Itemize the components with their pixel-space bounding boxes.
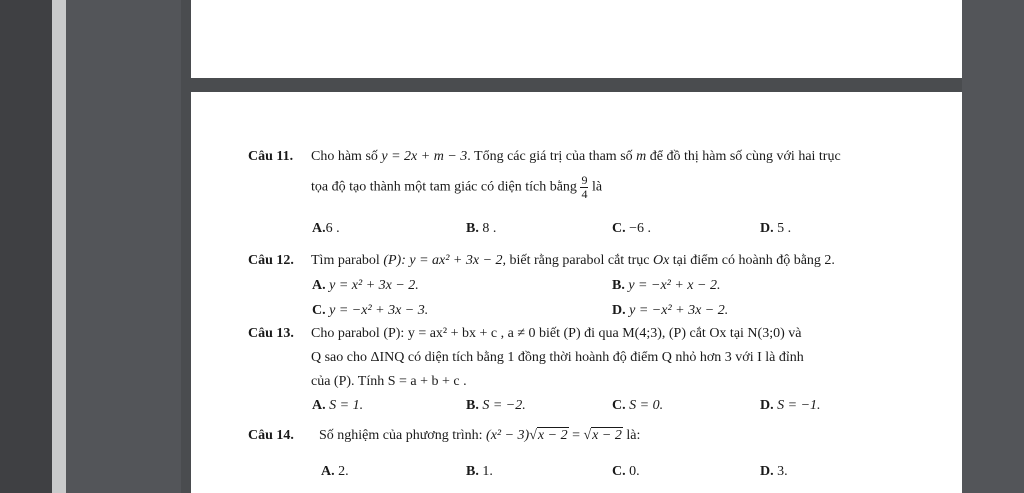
text: tại điểm có hoành độ bằng 2.	[672, 253, 835, 268]
option-letter: B.	[612, 278, 625, 293]
option-text: 2.	[338, 464, 349, 479]
question-12	[248, 253, 294, 269]
viewer-background-left	[66, 0, 181, 493]
fraction-numerator: 9	[581, 173, 588, 187]
option-letter: C.	[612, 221, 626, 236]
option-letter: D.	[612, 303, 626, 318]
question-label: Câu 14.	[248, 428, 294, 443]
question-12-line-1	[311, 253, 835, 269]
sqrt-symbol: √	[529, 428, 537, 443]
question-11-line-2	[311, 174, 602, 201]
option-letter: A.	[312, 278, 326, 293]
option-a	[312, 398, 363, 414]
question-label: Câu 12.	[248, 253, 294, 268]
option-text: 1.	[482, 464, 493, 479]
option-c	[612, 398, 663, 414]
option-c	[612, 221, 651, 237]
page-gap	[191, 78, 962, 92]
option-text: 5 .	[777, 221, 792, 236]
option-letter: C.	[612, 464, 626, 479]
option-letter: C.	[312, 303, 326, 318]
option-b	[466, 221, 496, 237]
option-letter: A.	[312, 221, 326, 236]
option-text: S = −2.	[482, 398, 526, 413]
text: là	[591, 179, 603, 195]
question-label: Câu 11.	[248, 149, 294, 164]
option-d	[760, 464, 788, 480]
option-text: 3.	[777, 464, 788, 479]
text: Tìm parabol	[311, 253, 380, 268]
text: Cho hàm số	[311, 149, 378, 164]
viewer-left-panel	[0, 0, 52, 493]
option-text: S = −1.	[777, 398, 821, 413]
option-letter: B.	[466, 464, 479, 479]
option-text: 0.	[629, 464, 640, 479]
text: biết rằng parabol cắt trục	[509, 253, 650, 268]
viewer-background-right	[962, 0, 1024, 493]
math-function: (P): y = ax² + 3x − 2,	[383, 253, 507, 268]
document-page	[191, 92, 962, 493]
option-letter: B.	[466, 398, 479, 413]
option-letter: D.	[760, 398, 774, 413]
fraction	[580, 174, 588, 201]
text: tọa độ tạo thành một tam giác có diện tích bằng	[311, 179, 577, 195]
option-a	[312, 221, 340, 237]
option-letter: A.	[321, 464, 335, 479]
text: . Tổng các giá trị của tham số	[467, 149, 633, 164]
viewer-scrollbar[interactable]	[52, 0, 66, 493]
option-text: S = 0.	[629, 398, 664, 413]
option-letter: D.	[760, 221, 774, 236]
question-13-line-2: Q sao cho ΔINQ có diện tích bằng 1 đồng thời hoành độ điểm Q nhỏ hơn 3 với I là đỉnh	[311, 350, 804, 365]
option-text: −6 .	[629, 221, 652, 236]
sqrt-radicand: x − 2	[592, 428, 622, 443]
option-a	[321, 464, 349, 480]
option-text: 6 .	[325, 221, 340, 236]
option-text: y = −x² + x − 2.	[628, 278, 721, 293]
text: Số nghiệm của phương trình:	[319, 428, 483, 443]
fraction-denominator: 4	[581, 187, 588, 201]
math-variable: m	[636, 149, 647, 164]
text: để đồ thị hàm số cùng với hai trục	[649, 149, 841, 164]
option-b	[612, 278, 720, 294]
math-expression: (x² − 3)	[486, 428, 530, 443]
question-14	[248, 428, 294, 444]
math-variable: Ox	[652, 253, 670, 268]
option-letter: D.	[760, 464, 774, 479]
question-label: Câu 13.	[248, 326, 294, 341]
text: là:	[626, 428, 641, 443]
math-function: y = 2x + m − 3	[381, 149, 468, 164]
equals-sign: =	[572, 428, 580, 443]
option-b	[466, 398, 526, 414]
option-a	[312, 278, 419, 294]
option-text: y = x² + 3x − 2.	[329, 278, 419, 293]
option-c	[312, 303, 428, 319]
question-13-line-3: của (P). Tính S = a + b + c .	[311, 374, 467, 389]
option-letter: B.	[466, 221, 479, 236]
option-d	[760, 398, 821, 414]
question-11-line-1	[311, 149, 841, 165]
document-page-previous	[191, 0, 962, 78]
option-text: S = 1.	[329, 398, 364, 413]
option-letter: A.	[312, 398, 326, 413]
option-letter: C.	[612, 398, 626, 413]
option-text: y = −x² + 3x − 3.	[329, 303, 429, 318]
question-11	[248, 149, 293, 165]
sqrt-symbol: √	[583, 428, 592, 443]
option-text: 8 .	[482, 221, 497, 236]
option-d	[612, 303, 728, 319]
question-14-line-1	[319, 428, 640, 444]
option-c	[612, 464, 640, 480]
question-13-line-1: Cho parabol (P): y = ax² + bx + c , a ≠ 0 biết (P) đi qua M(4;3), (P) cắt Ox tại N(3;0) và	[311, 326, 802, 341]
option-d	[760, 221, 791, 237]
question-13	[248, 326, 294, 342]
option-text: y = −x² + 3x − 2.	[629, 303, 729, 318]
option-b	[466, 464, 493, 480]
sqrt-radicand: x − 2	[537, 428, 568, 443]
